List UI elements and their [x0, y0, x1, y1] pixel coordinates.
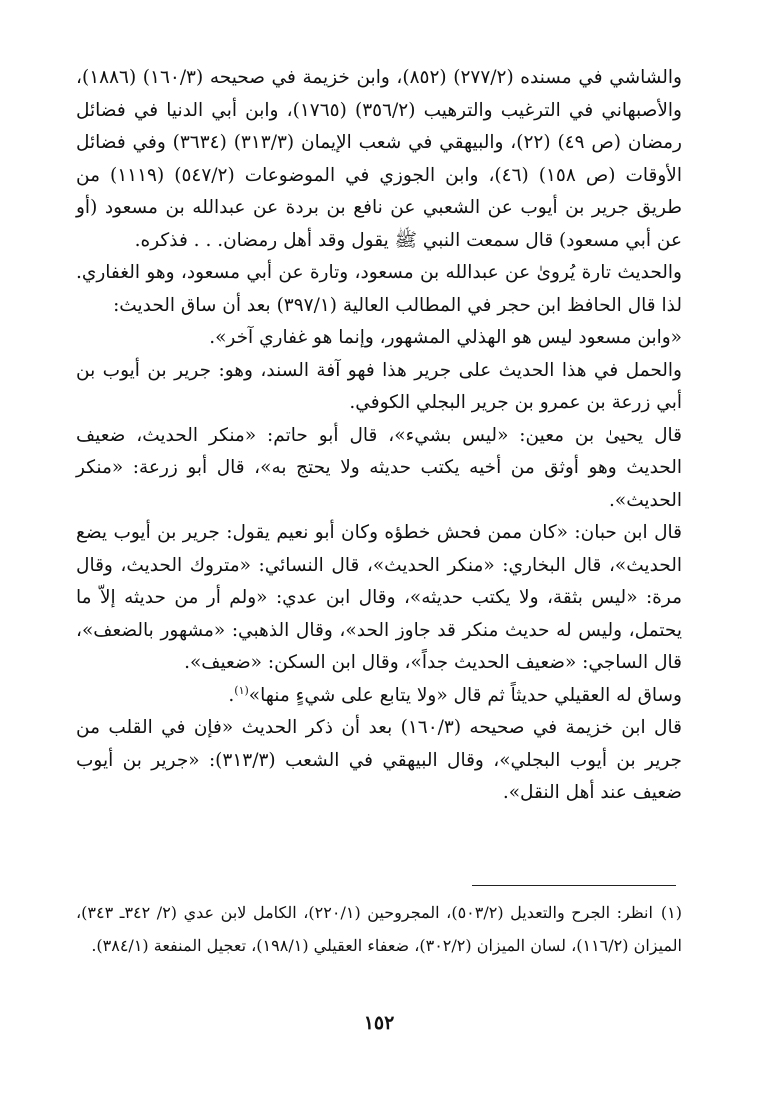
paragraph-ibn-hajar-quote: «وابن مسعود ليس هو الهذلي المشهور، وإنما هو غفاري آخر».	[209, 327, 682, 348]
page-body	[76, 62, 682, 810]
paragraph-ibn-hibban: قال ابن حبان: «كان ممن فحش خطؤه وكان أبو نعيم يقول: جرير بن أيوب يضع الحديث»، قال البخاري: «منكر الحديث»، قال النسائي: «متروك الحديث، وقال مرة: «ليس بثقة، ولا يكتب حديثه»، وقال ابن عدي: «ولم أر من حديثه إلاّ ما يحتمل، وليس له حديث منكر قد جاوز الحد»، وقال الذهبي: «مشهور بالضعف»، قال الساجي: «ضعيف الحديث جداً»، وقال ابن السكن: «ضعيف».	[76, 522, 682, 673]
footnote-item	[76, 896, 682, 962]
uqayli-text: وساق له العقيلي حديثاً ثم قال «ولا يتابع على شيءٍ منها»	[248, 684, 682, 706]
page-number: ١٥٢	[363, 1012, 395, 1034]
footnote-number: (١)	[660, 903, 682, 922]
paragraph-narrators: والحديث تارة يُروىٰ عن عبدالله بن مسعود، وتارة عن أبي مسعود، وهو الغفاري. لذا قال الحافظ ابن حجر في المطالب العالية (٣٩٧/١) بعد أن ساق الحديث:	[76, 262, 682, 316]
footnote-divider	[472, 885, 676, 886]
paragraph-ibn-main: قال يحيىٰ بن معين: «ليس بشيء»، قال أبو حاتم: «منكر الحديث، ضعيف الحديث وهو أوثق من أخيه يكتب حديثه ولا يحتج به»، قال أبو زرعة: «منكر الحديث».	[76, 424, 682, 511]
paragraph-uqayli: وساق له العقيلي حديثاً ثم قال «ولا يتابع على شيءٍ منها»$^{(١)}$.	[228, 683, 682, 706]
footnotes	[76, 896, 682, 962]
footnote-marker[interactable]: (١)	[234, 683, 249, 697]
main-text	[76, 62, 682, 810]
paragraph-jarir: والحمل في هذا الحديث على جرير هذا فهو آفة السند، وهو: جرير بن أيوب بن أبي زرعة بن عمرو بن جرير البجلي الكوفي.	[76, 359, 682, 413]
paragraph-ibn-khuzayma: قال ابن خزيمة في صحيحه (١٦٠/٣) بعد أن ذكر الحديث «فإن في القلب من جرير بن أيوب البجلي»، وقال البيهقي في الشعب (٣١٣/٣): «جرير بن أيوب ضعيف عند أهل النقل».	[76, 717, 682, 803]
paragraph-takhrij: والشاشي في مسنده (٢٧٧/٢) (٨٥٢)، وابن خزيمة في صحيحه (١٦٠/٣) (١٨٨٦)، والأصبهاني في الترغيب والترهيب (٣٥٦/٢) (١٧٦٥)، وابن أبي الدنيا في فضائل رمضان (ص ٤٩) (٢٢)، والبيهقي في شعب الإيمان (٣١٣/٣) (٣٦٣٤) وفي فضائل الأوقات (ص ١٥٨) (٤٦)، وابن الجوزي في الموضوعات (٥٤٧/٢) (١١١٩) من طريق جرير بن أيوب عن الشعبي عن نافع بن بردة عن عبدالله بن مسعود (أو عن أبي مسعود) قال سمعت النبي ﷺ يقول وقد أهل رمضان. . . فذكره.	[76, 67, 682, 251]
footnote-text: انظر: الجرح والتعديل (٥٠٣/٢)، المجروحين (٢٢٠/١)، الكامل لابن عدي (٢/ ٣٤٢ـ ٣٤٣)، الميزان (١١٦/٢)، لسان الميزان (٣٠٢/٢)، ضعفاء العقيلي (١٩٨/١)، تعجيل المنفعة (٣٨٤/١).	[76, 903, 682, 955]
